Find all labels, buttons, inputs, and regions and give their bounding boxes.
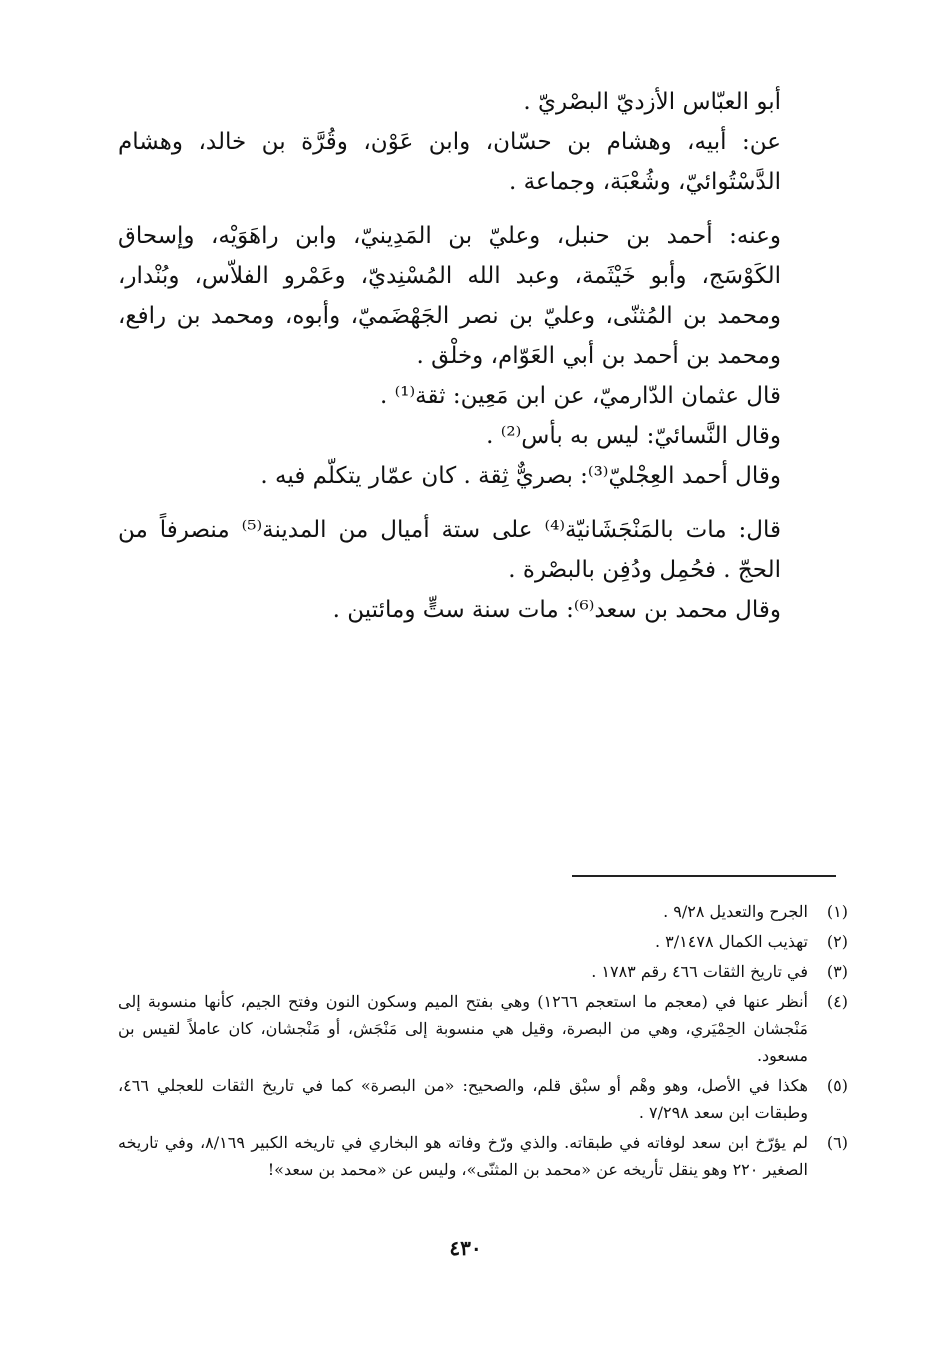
text-line-death-place: قال: مات بالمَنْجَشَانيّة⁽⁴⁾ على ستة أميال من المدينة⁽⁵⁾ منصرفاً من الحجّ . فحُمِل ودُفِن بالبصْرة . (118, 517, 781, 583)
footnotes (118, 898, 848, 1186)
text-line-ijli: وقال أحمد العِجْليّ⁽³⁾: بصريٌّ ثِقة . كان عمّار يتكلّم فيه . (260, 463, 781, 489)
page-number: ٤٣٠ (449, 1236, 482, 1260)
main-text (118, 82, 836, 630)
footnote-text: لم يؤرّخ ابن سعد لوفاته في طبقاته. والذي ورّخ وفاته هو البخاري في تاريخه الكبير ٨/١٦٩، وفي تاريخه الصغير ٢٢٠ وهو ينقل تأريخه عن «محمد بن المثنّى»، وليس عن «محمد بن سعد»! (118, 1133, 808, 1179)
footnote-number: (٤) (826, 992, 848, 1011)
footnote-text: أنظر عنها في (معجم ما استعجم ١٢٦٦) وهي بفتح الميم وسكون النون وفتح الجيم، كأنها منسوبة إلى مَنْجشان الحِمْيَري، وهي من البصرة، وقيل هي منسوبة إلى مَنْجَش، أو مَنْجشان، كان عاملاً لقيس بن مسعود. (118, 992, 808, 1065)
footnote-item (118, 928, 848, 955)
footnote-item (118, 898, 848, 925)
text-line-teachers: عن: أبيه، وهشام بن حسّان، وابن عَوْن، وقُرَّة بن خالد، وهشام الدَّسْتُوائيّ، وشُعْبَة، وجماعة . (118, 129, 781, 195)
footnote-text: هكذا في الأصل، وهو وهْم أو سبْق قلم، والصحيح: «من البصرة» كما في تاريخ الثقات للعجلي ٤٦٦، وطبقات ابن سعد ٧/٢٩٨ . (118, 1076, 808, 1122)
footnote-number: (٦) (826, 1133, 848, 1152)
footnote-text: في تاريخ الثقات ٤٦٦ رقم ١٧٨٣ . (591, 962, 808, 981)
footnote-item (118, 988, 848, 1069)
text-line-name: أبو العبّاس الأزديّ البصْريّ . (523, 89, 781, 115)
footnote-text: الجرح والتعديل ٩/٢٨ . (663, 902, 808, 921)
text-line-darimi: قال عثمان الدّارميّ، عن ابن مَعِين: ثقة⁽¹⁾ . (380, 383, 781, 409)
footnote-item (118, 958, 848, 985)
text-line-nasai: وقال النَّسائيّ: ليس به بأس⁽²⁾ . (486, 423, 781, 449)
footnote-item (118, 1072, 848, 1126)
text-line-ibn-saad: وقال محمد بن سعد⁽⁶⁾: مات سنة ستٍّ ومائتين . (332, 597, 781, 623)
footnote-item (118, 1129, 848, 1183)
footnote-number: (٢) (826, 932, 848, 951)
footnote-number: (٥) (826, 1076, 848, 1095)
footnote-text: تهذيب الكمال ٣/١٤٧٨ . (655, 932, 808, 951)
footnote-number: (١) (826, 902, 848, 921)
footnote-number: (٣) (826, 962, 848, 981)
footnote-divider (572, 875, 836, 877)
text-line-students: وعنه: أحمد بن حنبل، وعليّ بن المَدِينيّ، وابن راهَوَيْه، وإسحاق الكَوْسَج، وأبو خَيْثَمة، وعبد الله المُسْنِديّ، وعَمْرو الفلاّس، وبُنْدار، ومحمد بن المُثنّى، وعليّ بن نصر الجَهْضَميّ، وأبوه، ومحمد بن رافع، ومحمد بن أحمد بن أبي العَوّام، وخلْق . (118, 223, 781, 369)
